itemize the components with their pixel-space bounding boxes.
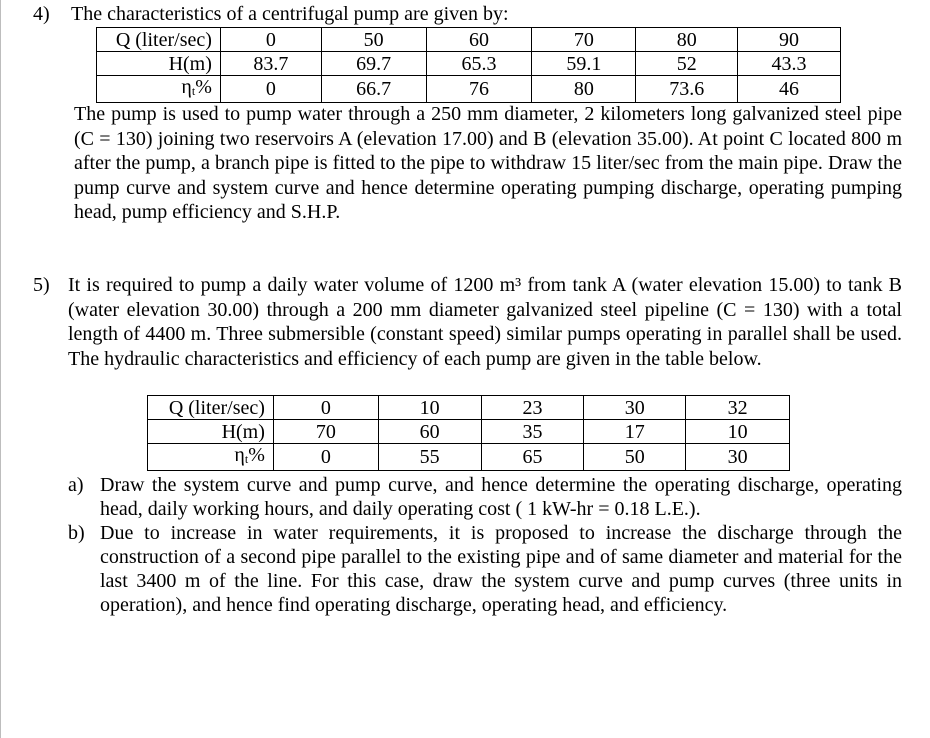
problem-4-heading-text: The characteristics of a centrifugal pump are given by:	[71, 3, 509, 25]
table-cell: 80	[532, 76, 636, 103]
table-cell: 23	[481, 396, 584, 420]
table-cell: 32	[686, 396, 790, 420]
eta-symbol: η	[234, 444, 245, 466]
table-row	[97, 28, 841, 52]
problem-5-item-b	[68, 521, 902, 641]
problem-4-heading	[33, 2, 509, 26]
table-row	[97, 76, 841, 103]
row-header-h: H(m)	[97, 52, 221, 76]
table-cell: 65	[481, 444, 584, 471]
table-cell: 59.1	[532, 52, 636, 76]
table-cell: 50	[321, 28, 426, 52]
row-header-efficiency	[148, 444, 274, 471]
row-header-q: Q (liter/sec)	[148, 396, 274, 420]
percent-sign: %	[195, 76, 212, 98]
problem-5-number: 5)	[33, 274, 50, 296]
table-cell: 0	[273, 396, 378, 420]
table-cell: 69.7	[321, 52, 426, 76]
table-cell: 76	[426, 76, 532, 103]
table-cell: 10	[378, 396, 481, 420]
problem-5-text: It is required to pump a daily water volume of 1200 m³ from tank A (water elevation 15.00) to tank B (water elevation 30.00) through a 200 mm diameter galvanized steel pipeline (C = 130) with a total length of 4400 m. Three submersible (constant speed) similar pumps operating in parallel shall be used. The hydraulic characteristics and efficiency of each pump are given in the table below.	[68, 274, 902, 370]
problem-5-item-a	[68, 473, 902, 521]
item-marker: a)	[68, 474, 84, 496]
table-row	[97, 52, 841, 76]
table-row	[148, 420, 790, 444]
table-cell: 30	[584, 396, 686, 420]
problem-4-number: 4)	[33, 3, 50, 25]
row-header-h: H(m)	[148, 420, 274, 444]
table-cell: 70	[273, 420, 378, 444]
table-cell: 83.7	[220, 52, 321, 76]
table-cell: 65.3	[426, 52, 532, 76]
table-cell: 50	[584, 444, 686, 471]
row-header-q: Q (liter/sec)	[97, 28, 221, 52]
table-cell: 66.7	[321, 76, 426, 103]
table-cell: 35	[481, 420, 584, 444]
table-cell: 70	[532, 28, 636, 52]
table-cell: 10	[686, 420, 790, 444]
table-cell: 60	[426, 28, 532, 52]
item-text: Draw the system curve and pump curve, and hence determine the operating discharge, operating head, daily working hours, and daily operating cost ( 1 kW-hr = 0.18 L.E.).	[100, 474, 902, 520]
table-cell: 80	[636, 28, 738, 52]
table-cell: 0	[220, 28, 321, 52]
table-cell: 30	[686, 444, 790, 471]
row-header-efficiency	[97, 76, 221, 103]
problem-4-text: The pump is used to pump water through a 250 mm diameter, 2 kilometers long galvanized steel pipe (C = 130) joining two reservoirs A (elevation 17.00) and B (elevation 35.00). At point C located 800 m after the pump, a branch pipe is fitted to the pipe to withdraw 15 liter/sec from the main pipe. Draw the pump curve and system curve and hence determine operating pumping discharge, operating pumping head, pump efficiency and S.H.P.	[74, 103, 902, 223]
table-cell: 17	[584, 420, 686, 444]
item-marker: b)	[68, 522, 85, 544]
table-cell: 60	[378, 420, 481, 444]
problem-4-table	[96, 27, 841, 103]
table-cell: 52	[636, 52, 738, 76]
problem-5-table	[147, 395, 790, 471]
eta-symbol: η	[181, 76, 192, 98]
percent-sign: %	[248, 444, 265, 466]
table-cell: 46	[738, 76, 841, 103]
eta-subscript: t	[244, 452, 249, 466]
table-cell: 90	[738, 28, 841, 52]
table-cell: 55	[378, 444, 481, 471]
table-cell: 73.6	[636, 76, 738, 103]
table-row	[148, 396, 790, 420]
table-cell: 43.3	[738, 52, 841, 76]
eta-subscript: t	[191, 84, 196, 98]
table-cell: 0	[273, 444, 378, 471]
table-cell: 0	[220, 76, 321, 103]
table-row	[148, 444, 790, 471]
item-text: Due to increase in water requirements, it is proposed to increase the discharge through the construction of a second pipe parallel to the existing pipe and of same diameter and material for the last 3400 m of the line. For this case, draw the system curve and pump curves (three units in operation), and hence find operating discharge, operating head, and efficiency.	[100, 522, 902, 616]
